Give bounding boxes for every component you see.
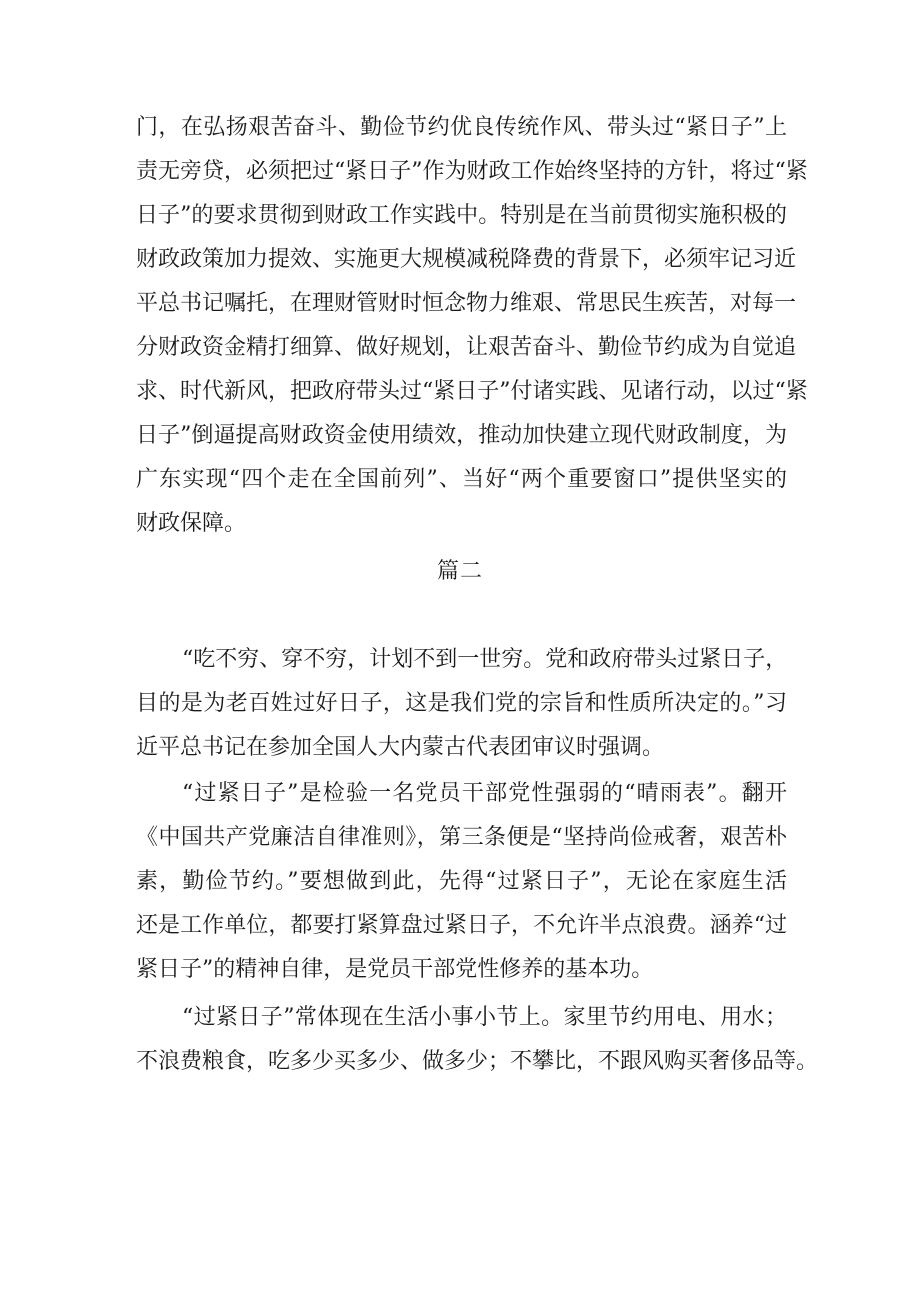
text-line-content: “吃不穷、穿不穷，计划不到一世穷。党和政府带头过紧日子， bbox=[182, 647, 788, 672]
text-line-content: 广东实现“四个走在全国前列”、当好“两个重要窗口”提供坚实的 bbox=[136, 467, 787, 492]
text-line bbox=[0, 908, 920, 944]
text-line-content: 近平总书记在参加全国人大内蒙古代表团审议时强调。 bbox=[136, 735, 665, 760]
text-line-content: 财政政策加力提效、实施更大规模减税降费的背景下，必须牢记习近 bbox=[136, 247, 797, 272]
text-line bbox=[0, 462, 920, 498]
text-line bbox=[0, 374, 920, 410]
text-line-content: 不浪费粮食，吃多少买多少、做多少；不攀比，不跟风购买奢侈品等。 bbox=[136, 1049, 819, 1074]
text-line bbox=[0, 1000, 920, 1036]
text-line-content: 《中国共产党廉洁自律准则》，第三条便是“坚持尚俭戒奢，艰苦朴 bbox=[136, 825, 787, 850]
text-line bbox=[0, 198, 920, 234]
text-line bbox=[0, 642, 920, 678]
section-heading bbox=[0, 554, 920, 590]
text-line bbox=[0, 330, 920, 366]
text-line-content: “过紧日子”是检验一名党员干部党性强弱的“晴雨表”。翻开 bbox=[182, 781, 787, 806]
text-line-content: 素，勤俭节约。”要想做到此，先得“过紧日子”，无论在家庭生活 bbox=[136, 869, 787, 894]
text-line-content: 紧日子”的精神自律，是党员干部党性修养的基本功。 bbox=[136, 957, 654, 982]
text-line-content: 日子”倒逼提高财政资金使用绩效，推动加快建立现代财政制度，为 bbox=[136, 423, 787, 448]
text-line bbox=[0, 776, 920, 812]
text-line-content: 还是工作单位，都要打紧算盘过紧日子，不允许半点浪费。涵养“过 bbox=[136, 913, 787, 938]
section-heading-text: 篇二 bbox=[436, 559, 483, 584]
text-line bbox=[0, 1044, 920, 1080]
text-line bbox=[0, 730, 920, 766]
text-line bbox=[0, 242, 920, 278]
text-line bbox=[0, 686, 920, 722]
text-line-content: 门，在弘扬艰苦奋斗、勤俭节约优良传统作风、带头过“紧日子”上 bbox=[136, 115, 787, 140]
text-line-content: 日子”的要求贯彻到财政工作实践中。特别是在当前贯彻实施积极的 bbox=[136, 203, 787, 228]
text-line-content: 求、时代新风，把政府带头过“紧日子”付诸实践、见诸行动，以过“紧 bbox=[136, 379, 808, 404]
text-line bbox=[0, 418, 920, 454]
text-line bbox=[0, 154, 920, 190]
text-line bbox=[0, 110, 920, 146]
text-line-content: 平总书记嘱托，在理财管财时恒念物力维艰、常思民生疾苦，对每一 bbox=[136, 291, 797, 316]
text-line-content: 分财政资金精打细算、做好规划，让艰苦奋斗、勤俭节约成为自觉追 bbox=[136, 335, 797, 360]
text-line bbox=[0, 820, 920, 856]
text-line bbox=[0, 952, 920, 988]
text-line-content: 目的是为老百姓过好日子，这是我们党的宗旨和性质所决定的。”习 bbox=[136, 691, 787, 716]
text-line bbox=[0, 286, 920, 322]
text-line-content: 财政保障。 bbox=[136, 511, 247, 536]
text-line bbox=[0, 506, 920, 542]
text-line-content: “过紧日子”常体现在生活小事小节上。家里节约用电、用水； bbox=[182, 1005, 787, 1030]
text-line-content: 责无旁贷，必须把过“紧日子”作为财政工作始终坚持的方针，将过“紧 bbox=[136, 159, 808, 184]
text-line bbox=[0, 864, 920, 900]
